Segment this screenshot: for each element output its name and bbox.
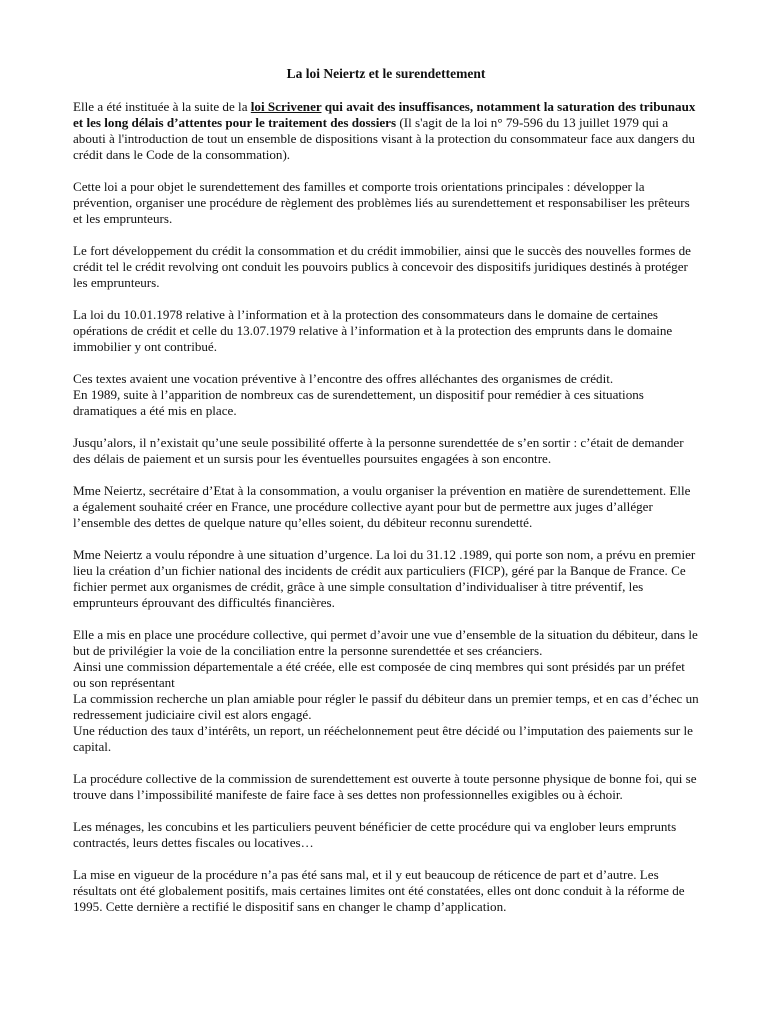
document-title: La loi Neiertz et le surendettement	[286, 66, 486, 81]
paragraph-12: La mise en vigueur de la procédure n’a pas été sans mal, et il y eut beaucoup de réticence de part et d’autre. Les résultats ont été globalement positifs, mais certaines limites ont été constatées, elles ont donc conduit à la réforme de 1995. Cette dernière a rectifié le dispositif sans en changer le champ d’application.	[73, 867, 685, 914]
paragraph-10: La procédure collective de la commission de surendettement est ouverte à toute personne physique de bonne foi, qui se trouve dans l’impossibilité manifeste de faire face à ses dettes non professionnelles exigibles ou à échoir.	[73, 771, 697, 802]
paragraph-2: Cette loi a pour objet le surendettement des familles et comporte trois orientations principales : développer la prévention, organiser une procédure de règlement des problèmes liés au surendettement et responsabiliser les prêteurs et les emprunteurs.	[73, 179, 690, 226]
paragraph-5-line-2: En 1989, suite à l’apparition de nombreux cas de surendettement, un dispositif pour remédier à ces situations dramatiques a été mis en place.	[73, 387, 644, 418]
paragraph-1	[73, 99, 699, 163]
paragraph-5-line-1: Ces textes avaient une vocation préventive à l’encontre des offres alléchantes des organismes de crédit.	[73, 371, 614, 386]
paragraph-9-line-2: Ainsi une commission départementale a été créée, elle est composée de cinq membres qui sont présidés par un préfet ou son représentant	[73, 659, 685, 690]
paragraph-1-bold-text: qui avait des insuffisances, notamment la saturation des tribunaux et les long délais d’attentes pour le traitement des dossiers	[73, 99, 696, 130]
paragraph-11: Les ménages, les concubins et les particuliers peuvent bénéficier de cette procédure qui va englober leurs emprunts contractés, leurs dettes fiscales ou locatives…	[73, 819, 677, 850]
document-page	[73, 66, 699, 931]
paragraph-5	[73, 371, 699, 419]
paragraph-3: Le fort développement du crédit la consommation et du crédit immobilier, ainsi que le succès des nouvelles formes de crédit tel le crédit revolving ont conduit les pouvoirs publics à concevoir des dispositifs juridiques destinés à protéger les emprunteurs.	[73, 243, 691, 290]
loi-scrivener-link-text: loi Scrivener	[250, 99, 322, 114]
paragraph-7: Mme Neiertz, secrétaire d’Etat à la consommation, a voulu organiser la prévention en matière de surendettement. Elle a également souhaité créer en France, une procédure collective ayant pour but de permettre aux juges d’alléger l’ensemble des dettes de quelque nature qu’elles soient, du débiteur reconnu surendetté.	[73, 483, 691, 530]
paragraph-9	[73, 627, 699, 755]
paragraph-9-line-4: Une réduction des taux d’intérêts, un report, un rééchelonnement peut être décidé ou l’imputation des paiements sur le capital.	[73, 723, 693, 754]
paragraph-8: Mme Neiertz a voulu répondre à une situation d’urgence. La loi du 31.12 .1989, qui porte son nom, a prévu en premier lieu la création d’un fichier national des incidents de crédit aux particuliers (FICP), géré par la Banque de France. Ce fichier permet aux organismes de crédit, grâce à une simple consultation d’individualiser à titre préventif, les emprunteurs éprouvant des difficultés financières.	[73, 547, 696, 610]
paragraph-9-line-1: Elle a mis en place une procédure collective, qui permet d’avoir une vue d’ensemble de la situation du débiteur, dans le but de privilégier la voie de la conciliation entre la personne surendettée et ses créanciers.	[73, 627, 698, 658]
paragraph-6: Jusqu’alors, il n’existait qu’une seule possibilité offerte à la personne surendettée de s’en sortir : c’était de demander des délais de paiement et un sursis pour les éventuelles poursuites engagées à son encontre.	[73, 435, 684, 466]
paragraph-1-text: Elle a été instituée à la suite de la	[73, 99, 251, 114]
paragraph-1-tail-text: (Il s'agit de la loi n° 79-596 du 13 juillet 1979 qui a abouti à l'introduction de tout un ensemble de dispositions visant à la protection du consommateur face aux dangers du crédit dans le Code de la consommation).	[73, 115, 695, 162]
paragraph-9-line-3: La commission recherche un plan amiable pour régler le passif du débiteur dans un premier temps, et en cas d’échec un redressement judiciaire civil est alors engagé.	[73, 691, 699, 722]
paragraph-4: La loi du 10.01.1978 relative à l’information et à la protection des consommateurs dans le domaine de certaines opérations de crédit et celle du 13.07.1979 relative à l’information et à la protection des emprunts dans le domaine immobilier y ont contribué.	[73, 307, 673, 354]
